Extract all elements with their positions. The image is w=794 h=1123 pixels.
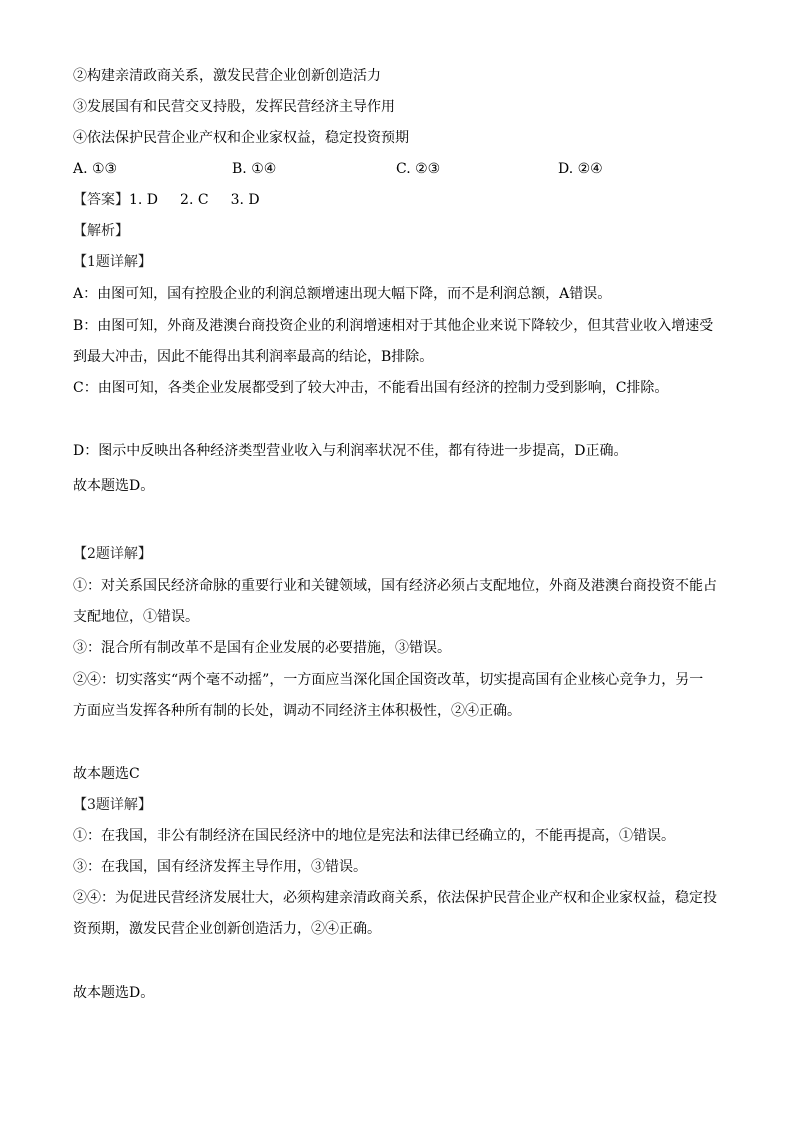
q1-option-b-line2: 到最大冲击，因此不能得出其利润率最高的结论，B排除。 <box>73 349 434 365</box>
choice-a: A. ①③ <box>73 161 118 177</box>
choice-d: D. ②④ <box>558 161 603 177</box>
q3-point-3-line2: 资预期，激发民营企业创新创造活力，②④正确。 <box>73 921 381 937</box>
q2-conclusion: 故本题选C <box>73 766 140 782</box>
choices-row <box>73 161 733 177</box>
answer-row <box>73 192 282 208</box>
q3-point-1: ①：在我国，非公有制经济在国民经济中的地位是宪法和法律已经确立的，不能再提高，①错误。 <box>73 828 675 844</box>
q3-title: 【3题详解】 <box>73 797 152 813</box>
answer-item-2: 2. C <box>180 192 209 208</box>
q1-option-c: C：由图可知，各类企业发展都受到了较大冲击，不能看出国有经济的控制力受到影响，C排除。 <box>73 380 669 396</box>
choice-b: B. ①④ <box>232 161 277 177</box>
option-3: ③发展国有和民营交叉持股，发挥民营经济主导作用 <box>73 99 395 115</box>
choice-c: C. ②③ <box>396 161 441 177</box>
option-2: ②构建亲清政商关系，激发民营企业创新创造活力 <box>73 68 381 84</box>
q2-point-3-line1: ②④：切实落实“两个毫不动摇”，一方面应当深化国企国资改革，切实提高国有企业核心竞争力，另一 <box>73 672 704 688</box>
q1-option-b-line1: B：由图可知，外商及港澳台商投资企业的利润增速相对于其他企业来说下降较少，但其营业收入增速受 <box>73 318 714 334</box>
q3-conclusion: 故本题选D。 <box>73 985 155 1001</box>
option-4: ④依法保护民营企业产权和企业家权益，稳定投资预期 <box>73 130 409 146</box>
analysis-label: 【解析】 <box>73 223 129 239</box>
q2-point-1-line1: ①：对关系国民经济命脉的重要行业和关键领域，国有经济必须占支配地位，外商及港澳台商投资不能占 <box>73 578 717 594</box>
q2-point-2: ③：混合所有制改革不是国有企业发展的必要措施，③错误。 <box>73 640 451 656</box>
q3-point-3-line1: ②④：为促进民营经济发展壮大，必须构建亲清政商关系，依法保护民营企业产权和企业家权益，稳定投 <box>73 890 717 906</box>
answer-item-3: 3. D <box>230 192 260 208</box>
q2-point-3-line2: 方面应当发挥各种所有制的长处，调动不同经济主体积极性，②④正确。 <box>73 703 521 719</box>
q1-conclusion: 故本题选D。 <box>73 478 155 494</box>
q2-point-1-line2: 支配地位，①错误。 <box>73 609 199 625</box>
q3-point-2: ③：在我国，国有经济发挥主导作用，③错误。 <box>73 859 367 875</box>
q1-option-d: D：图示中反映出各种经济类型营业收入与利润率状况不佳，都有待进一步提高，D正确。 <box>73 443 628 459</box>
q2-title: 【2题详解】 <box>73 546 152 562</box>
answer-item-1: 1. D <box>129 192 159 208</box>
answer-label: 【答案】 <box>73 192 129 208</box>
q1-title: 【1题详解】 <box>73 254 152 270</box>
q1-option-a: A：由图可知，国有控股企业的利润总额增速出现大幅下降，而不是利润总额，A错误。 <box>73 286 612 302</box>
